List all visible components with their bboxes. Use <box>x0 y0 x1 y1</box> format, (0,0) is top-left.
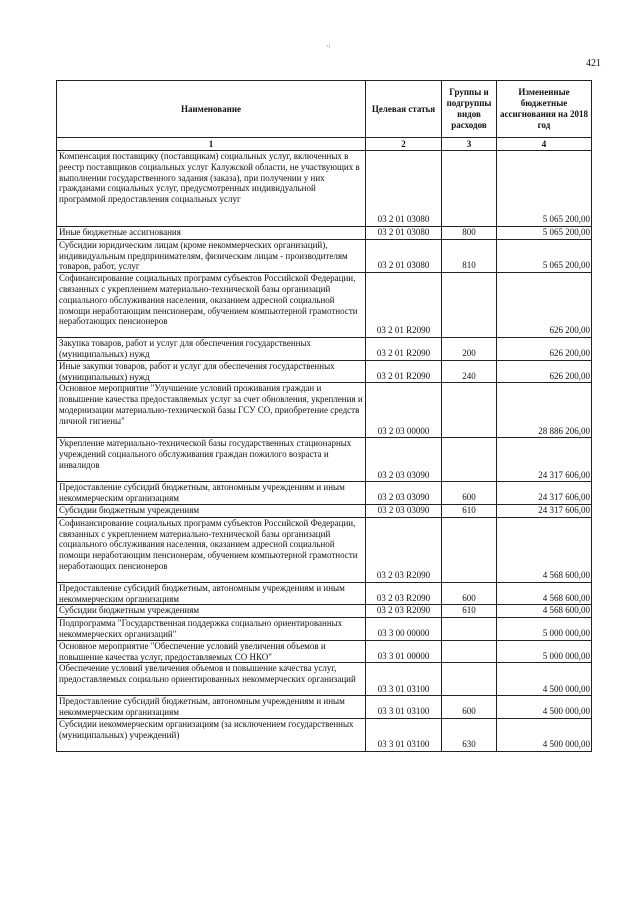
target-article-code: 03 2 01 03080 <box>366 239 442 272</box>
row-name: Предоставление субсидий бюджетным, автономным учреждениям и иным некоммерческим организациям <box>57 696 366 719</box>
table-row <box>57 582 592 605</box>
amount-value: 626 200,00 <box>497 273 592 338</box>
target-article-code: 03 2 01 03080 <box>366 227 442 240</box>
row-name: Основное мероприятие "Улучшение условий проживания граждан и повышение качества предоставляемых услуг за счет обновления, укрепления и модернизации материально-технической базы ГСУ СО, приобретение средств личной гигиены" <box>57 383 366 438</box>
expense-group-code: 610 <box>442 504 497 517</box>
amount-value: 626 200,00 <box>497 338 592 361</box>
expense-group-code: 610 <box>442 605 497 618</box>
expense-group-code <box>442 438 497 482</box>
row-name: Софинансирование социальных программ субъектов Российской Федерации, связанных с укреплением материально-технической базы организаций социального обслуживания населения, оказанием адресной социальной помощи неработающим пенсионерам, обучением компьютерной грамотности неработающих пенсионеров <box>57 273 366 338</box>
amount-value: 5 065 200,00 <box>497 151 592 227</box>
row-name: Софинансирование социальных программ субъектов Российской Федерации, связанных с укреплением материально-технической базы организаций социального обслуживания населения, оказанием адресной социальной помощи неработающим пенсионерам, обучением компьютерной грамотности неработающих пенсионеров <box>57 517 366 582</box>
column-number: 2 <box>366 138 442 151</box>
target-article-code: 03 3 01 03100 <box>366 696 442 719</box>
target-article-code: 03 3 00 00000 <box>366 618 442 641</box>
header-amount: Измененные бюджетные ассигнования на 2018 год <box>497 81 592 138</box>
amount-value: 4 568 600,00 <box>497 582 592 605</box>
table-row <box>57 640 592 663</box>
amount-value: 5 000 000,00 <box>497 640 592 663</box>
row-name: Предоставление субсидий бюджетным, автономным учреждениям и иным некоммерческим организациям <box>57 582 366 605</box>
header-row <box>57 81 592 138</box>
table-row <box>57 360 592 383</box>
target-article-code: 03 2 03 03090 <box>366 482 442 505</box>
target-article-code: 03 2 03 03090 <box>366 438 442 482</box>
row-name: Обеспечение условий увеличения объемов и повышение качества услуг, предоставляемых социально ориентированных некоммерческих организаций <box>57 663 366 696</box>
expense-group-code <box>442 273 497 338</box>
expense-group-code: 600 <box>442 582 497 605</box>
row-name: Субсидии бюджетным учреждениям <box>57 605 366 618</box>
row-name: Закупка товаров, работ и услуг для обеспечения государственных (муниципальных) нужд <box>57 338 366 361</box>
amount-value: 24 317 606,00 <box>497 438 592 482</box>
expense-group-code <box>442 517 497 582</box>
amount-value: 5 000 000,00 <box>497 618 592 641</box>
row-name: Иные бюджетные ассигнования <box>57 227 366 240</box>
target-article-code: 03 3 01 00000 <box>366 640 442 663</box>
expense-group-code: 600 <box>442 696 497 719</box>
table-row <box>57 618 592 641</box>
expense-group-code <box>442 618 497 641</box>
scan-mark: ·ʲ <box>326 42 330 51</box>
target-article-code: 03 2 01 R2090 <box>366 360 442 383</box>
amount-value: 5 065 200,00 <box>497 227 592 240</box>
row-name: Укрепление материально-технической базы государственных стационарных учреждений социального обслуживания граждан пожилого возраста и инвалидов <box>57 438 366 482</box>
row-name: Компенсация поставщику (поставщикам) социальных услуг, включенных в реестр поставщиков социальных услуг Калужской области, не участвующих в выполнении государственного задания (заказа), при получении у них гражданами социальных услуг, предусмотренных индивидуальной программой предоставления социальных услуг <box>57 151 366 227</box>
table-row <box>57 338 592 361</box>
target-article-code: 03 2 01 R2090 <box>366 338 442 361</box>
row-name: Иные закупки товаров, работ и услуг для обеспечения государственных (муниципальных) нужд <box>57 360 366 383</box>
column-number: 4 <box>497 138 592 151</box>
row-name: Основное мероприятие "Обеспечение условий увеличения объемов и повышение качества услуг, предоставляемых СО НКО" <box>57 640 366 663</box>
expense-group-code <box>442 640 497 663</box>
target-article-code: 03 2 03 R2090 <box>366 605 442 618</box>
expense-group-code: 810 <box>442 239 497 272</box>
target-article-code: 03 2 03 00000 <box>366 383 442 438</box>
header-expense-groups: Группы и подгруппы видов расходов <box>442 81 497 138</box>
target-article-code: 03 2 03 R2090 <box>366 517 442 582</box>
table-row <box>57 438 592 482</box>
amount-value: 4 500 000,00 <box>497 663 592 696</box>
table-body <box>57 151 592 752</box>
amount-value: 28 886 206,00 <box>497 383 592 438</box>
expense-group-code <box>442 151 497 227</box>
amount-value: 4 500 000,00 <box>497 718 592 751</box>
amount-value: 5 065 200,00 <box>497 239 592 272</box>
amount-value: 4 568 600,00 <box>497 517 592 582</box>
target-article-code: 03 2 01 R2090 <box>366 273 442 338</box>
expense-group-code: 630 <box>442 718 497 751</box>
row-name: Субсидии юридическим лицам (кроме некоммерческих организаций), индивидуальным предпринимателям, физическим лицам - производителям товаров, работ, услуг <box>57 239 366 272</box>
column-number-row <box>57 138 592 151</box>
target-article-code: 03 2 01 03080 <box>366 151 442 227</box>
expense-group-code: 800 <box>442 227 497 240</box>
table-row <box>57 151 592 227</box>
table-row <box>57 227 592 240</box>
page-number: 421 <box>586 58 601 69</box>
table-row <box>57 383 592 438</box>
budget-table <box>56 80 592 752</box>
header-name: Наименование <box>57 81 366 138</box>
table-row <box>57 239 592 272</box>
table-row <box>57 696 592 719</box>
table-row <box>57 718 592 751</box>
expense-group-code: 240 <box>442 360 497 383</box>
amount-value: 24 317 606,00 <box>497 504 592 517</box>
column-number: 1 <box>57 138 366 151</box>
expense-group-code <box>442 383 497 438</box>
expense-group-code <box>442 663 497 696</box>
expense-group-code: 600 <box>442 482 497 505</box>
target-article-code: 03 3 01 03100 <box>366 663 442 696</box>
table-row <box>57 273 592 338</box>
table-row <box>57 504 592 517</box>
table-row <box>57 482 592 505</box>
amount-value: 626 200,00 <box>497 360 592 383</box>
column-number: 3 <box>442 138 497 151</box>
row-name: Субсидии бюджетным учреждениям <box>57 504 366 517</box>
amount-value: 24 317 606,00 <box>497 482 592 505</box>
amount-value: 4 500 000,00 <box>497 696 592 719</box>
table-row <box>57 517 592 582</box>
target-article-code: 03 2 03 R2090 <box>366 582 442 605</box>
row-name: Подпрограмма "Государственная поддержка социально ориентированных некоммерческих организаций" <box>57 618 366 641</box>
target-article-code: 03 2 03 03090 <box>366 504 442 517</box>
row-name: Субсидии некоммерческим организациям (за исключением государственных (муниципальных) учреждений) <box>57 718 366 751</box>
table-row <box>57 605 592 618</box>
amount-value: 4 568 600,00 <box>497 605 592 618</box>
row-name: Предоставление субсидий бюджетным, автономным учреждениям и иным некоммерческим организациям <box>57 482 366 505</box>
expense-group-code: 200 <box>442 338 497 361</box>
table-row <box>57 663 592 696</box>
header-target-article: Целевая статья <box>366 81 442 138</box>
target-article-code: 03 3 01 03100 <box>366 718 442 751</box>
